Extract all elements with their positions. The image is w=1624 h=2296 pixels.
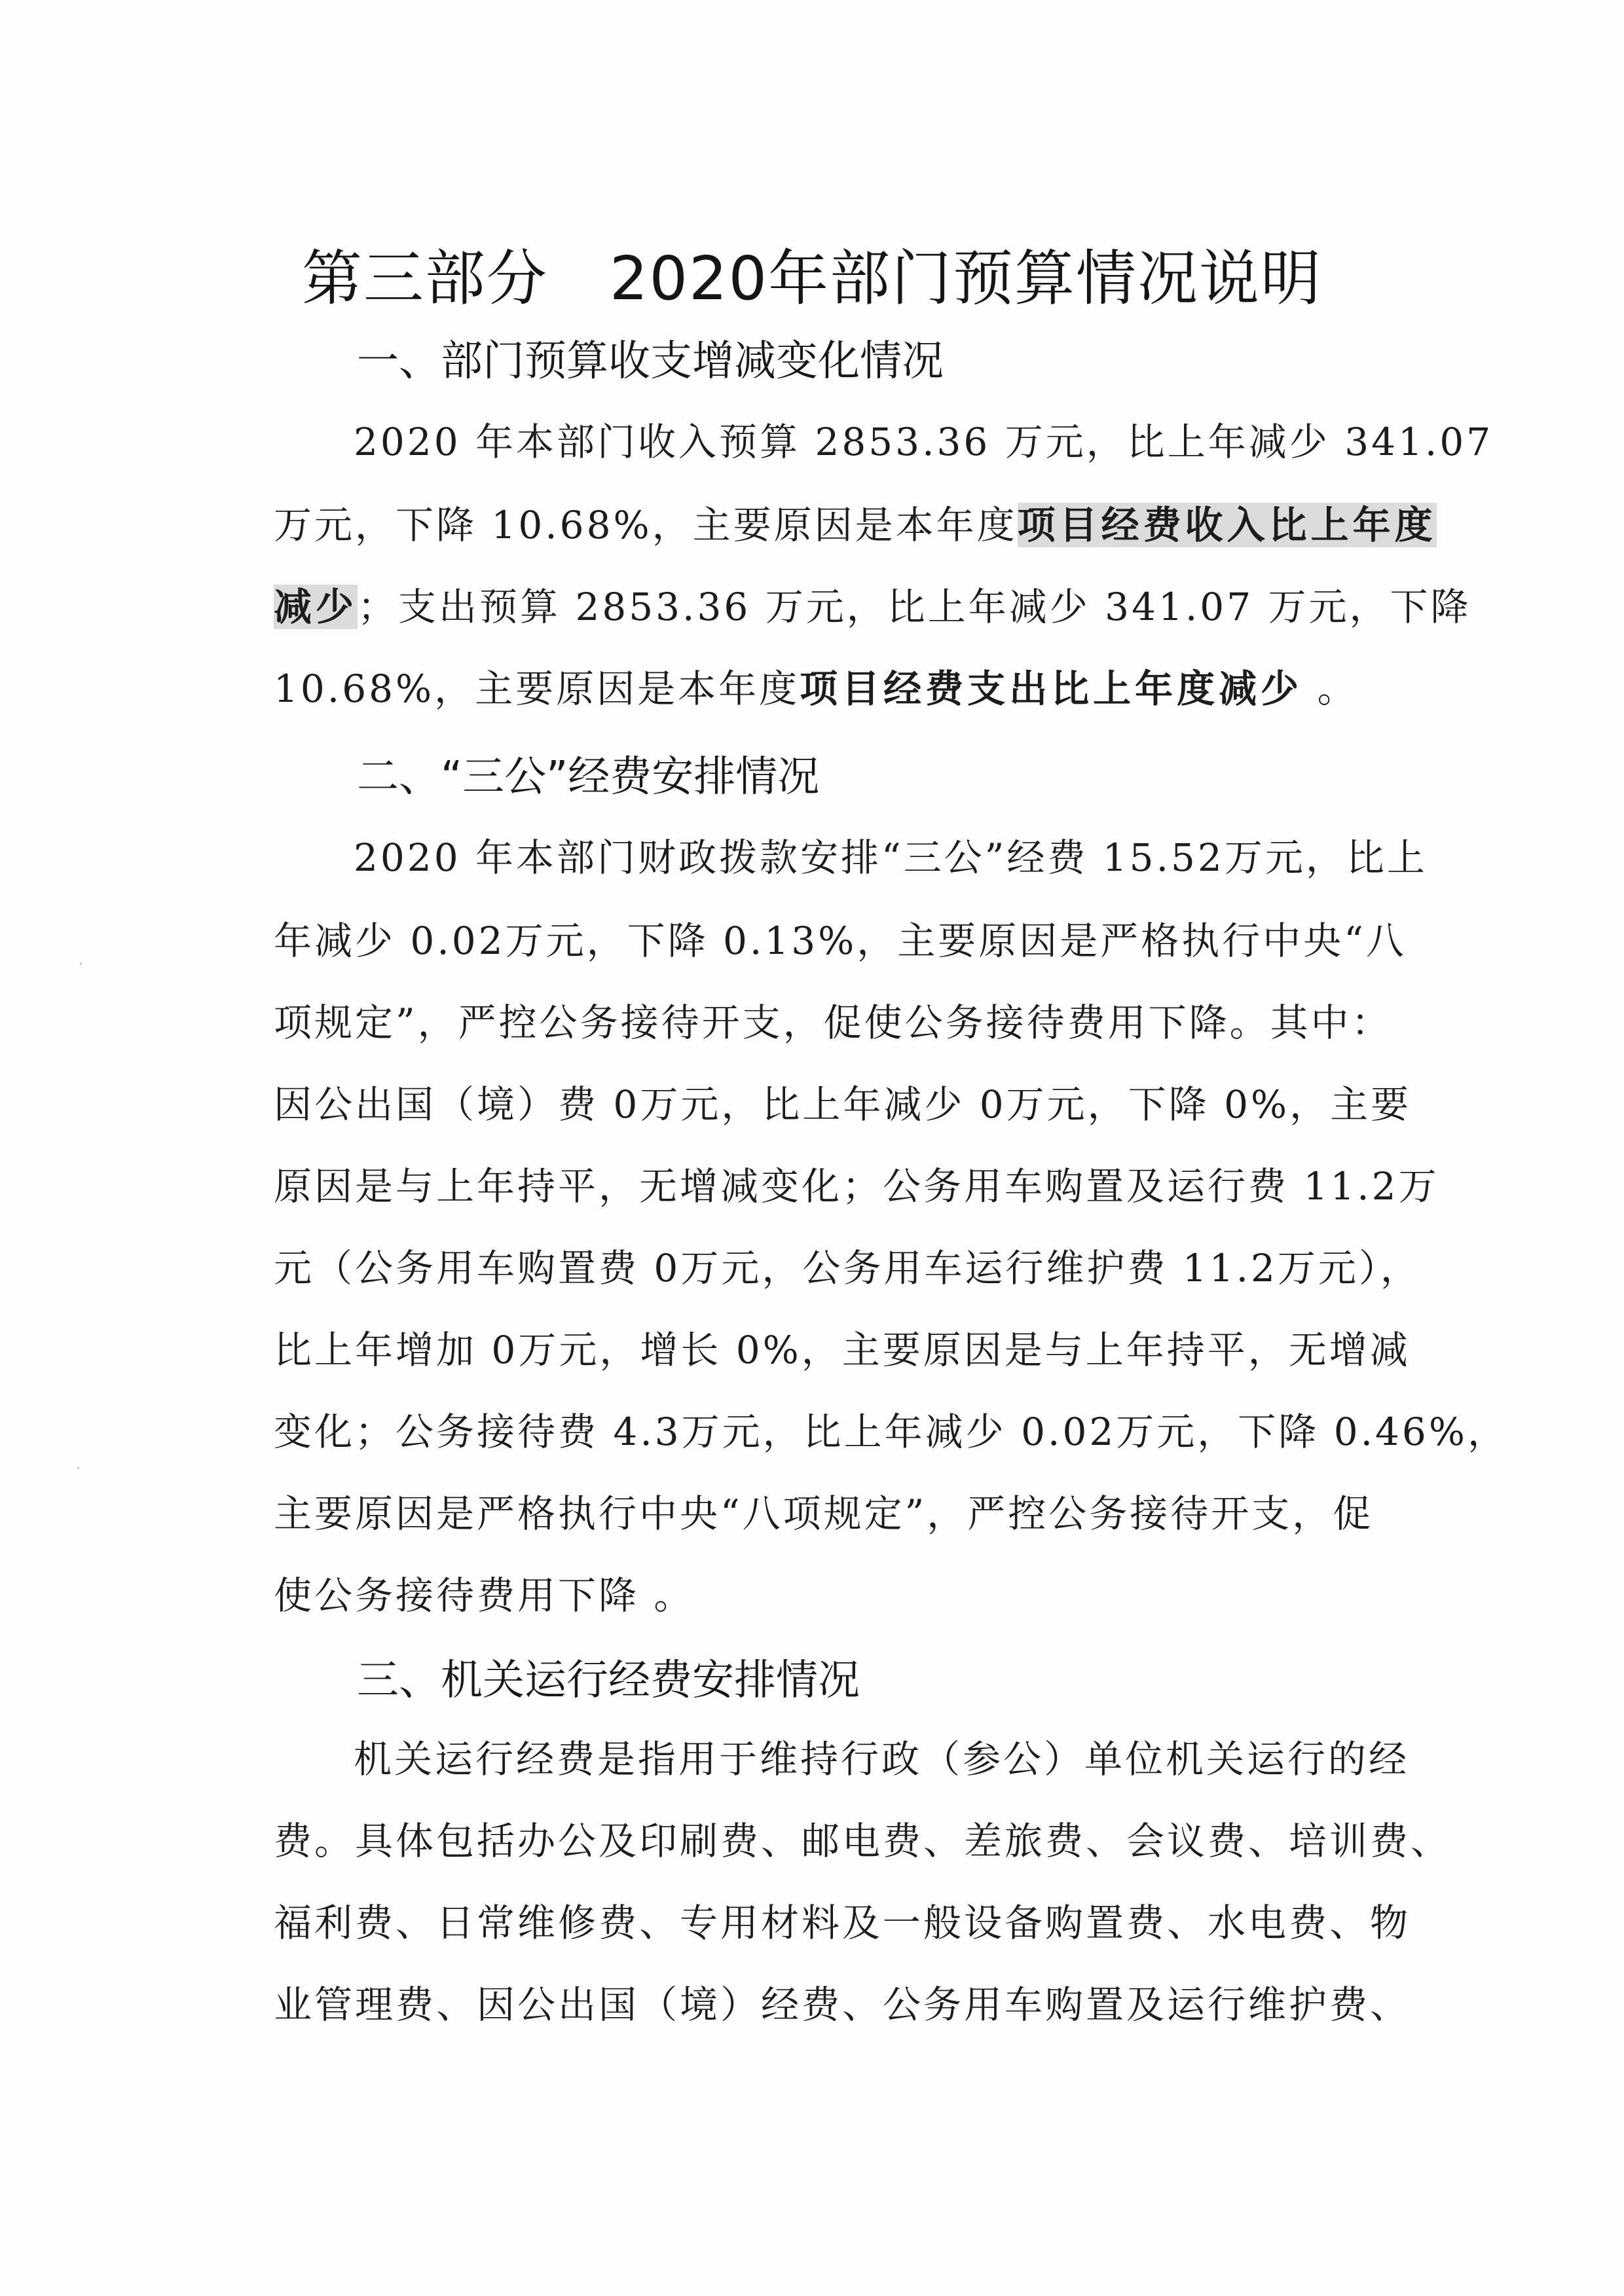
bold-phrase: 项目经费支出比上年度减少	[800, 666, 1303, 711]
section-3-line: 业管理费、因公出国（境）经费、公务用车购置及运行维护费、	[274, 1982, 1411, 2027]
section-3-heading: 三、机关运行经费安排情况	[357, 1656, 860, 1705]
section-2-line: 使公务接待费用下降 。	[274, 1573, 695, 1618]
scan-speck	[80, 962, 82, 965]
section-2-heading: 二、“三公”经费安排情况	[357, 753, 820, 801]
scan-speck	[77, 1467, 79, 1469]
page-title: 第三部分 2020年部门预算情况说明	[301, 244, 1323, 314]
section-1-line-3	[274, 576, 1471, 631]
section-2-line: 项规定”，严控公务接待开支，促使公务接待费用下降。其中：	[274, 1000, 1392, 1045]
section-3-line: 福利费、日常维修费、专用材料及一般设备购置费、水电费、物	[274, 1901, 1411, 1945]
section-1-line-4-text: 10.68%，主要原因是本年度	[274, 666, 800, 711]
section-2-line: 原因是与上年持平，无增减变化；公务用车购置及运行费 11.2万	[274, 1164, 1439, 1209]
section-1-heading: 一、部门预算收支增减变化情况	[357, 337, 944, 386]
section-2-line: 主要原因是严格执行中央“八项规定”，严控公务接待开支，促	[274, 1491, 1374, 1536]
highlighted-phrase-1: 项目经费收入比上年度	[1017, 503, 1437, 547]
section-1-line-2	[274, 494, 1437, 549]
section-1-line-2-text: 万元，下降 10.68%，主要原因是本年度	[274, 503, 1018, 547]
section-2-line: 2020 年本部门财政拨款安排“三公”经费 15.52万元，比上	[354, 835, 1428, 880]
section-1-line-1: 2020 年本部门收入预算 2853.36 万元，比上年减少 341.07	[354, 420, 1494, 464]
section-2-line: 变化；公务接待费 4.3万元，比上年减少 0.02万元，下降 0.46%，	[274, 1410, 1508, 1454]
section-1-line-4	[274, 658, 1364, 713]
section-3-line: 机关运行经费是指用于维持行政（参公）单位机关运行的经	[354, 1737, 1410, 1781]
section-3-line: 费。具体包括办公及印刷费、邮电费、差旅费、会议费、培训费、	[274, 1819, 1452, 1863]
section-2-line: 元（公务用车购置费 0万元，公务用车运行维护费 11.2万元），	[274, 1246, 1421, 1290]
section-2-line: 比上年增加 0万元，增长 0%，主要原因是与上年持平，无增减	[274, 1328, 1411, 1372]
section-1-line-3-text: ；支出预算 2853.36 万元，比上年减少 341.07 万元，下降	[358, 585, 1471, 629]
section-2-line: 年减少 0.02万元，下降 0.13%，主要原因是严格执行中央“八	[274, 919, 1407, 963]
highlighted-phrase-2: 减少	[274, 585, 358, 629]
section-1-line-4-end: 。	[1302, 666, 1358, 711]
section-2-line: 因公出国（境）费 0万元，比上年减少 0万元，下降 0%，主要	[274, 1082, 1412, 1127]
